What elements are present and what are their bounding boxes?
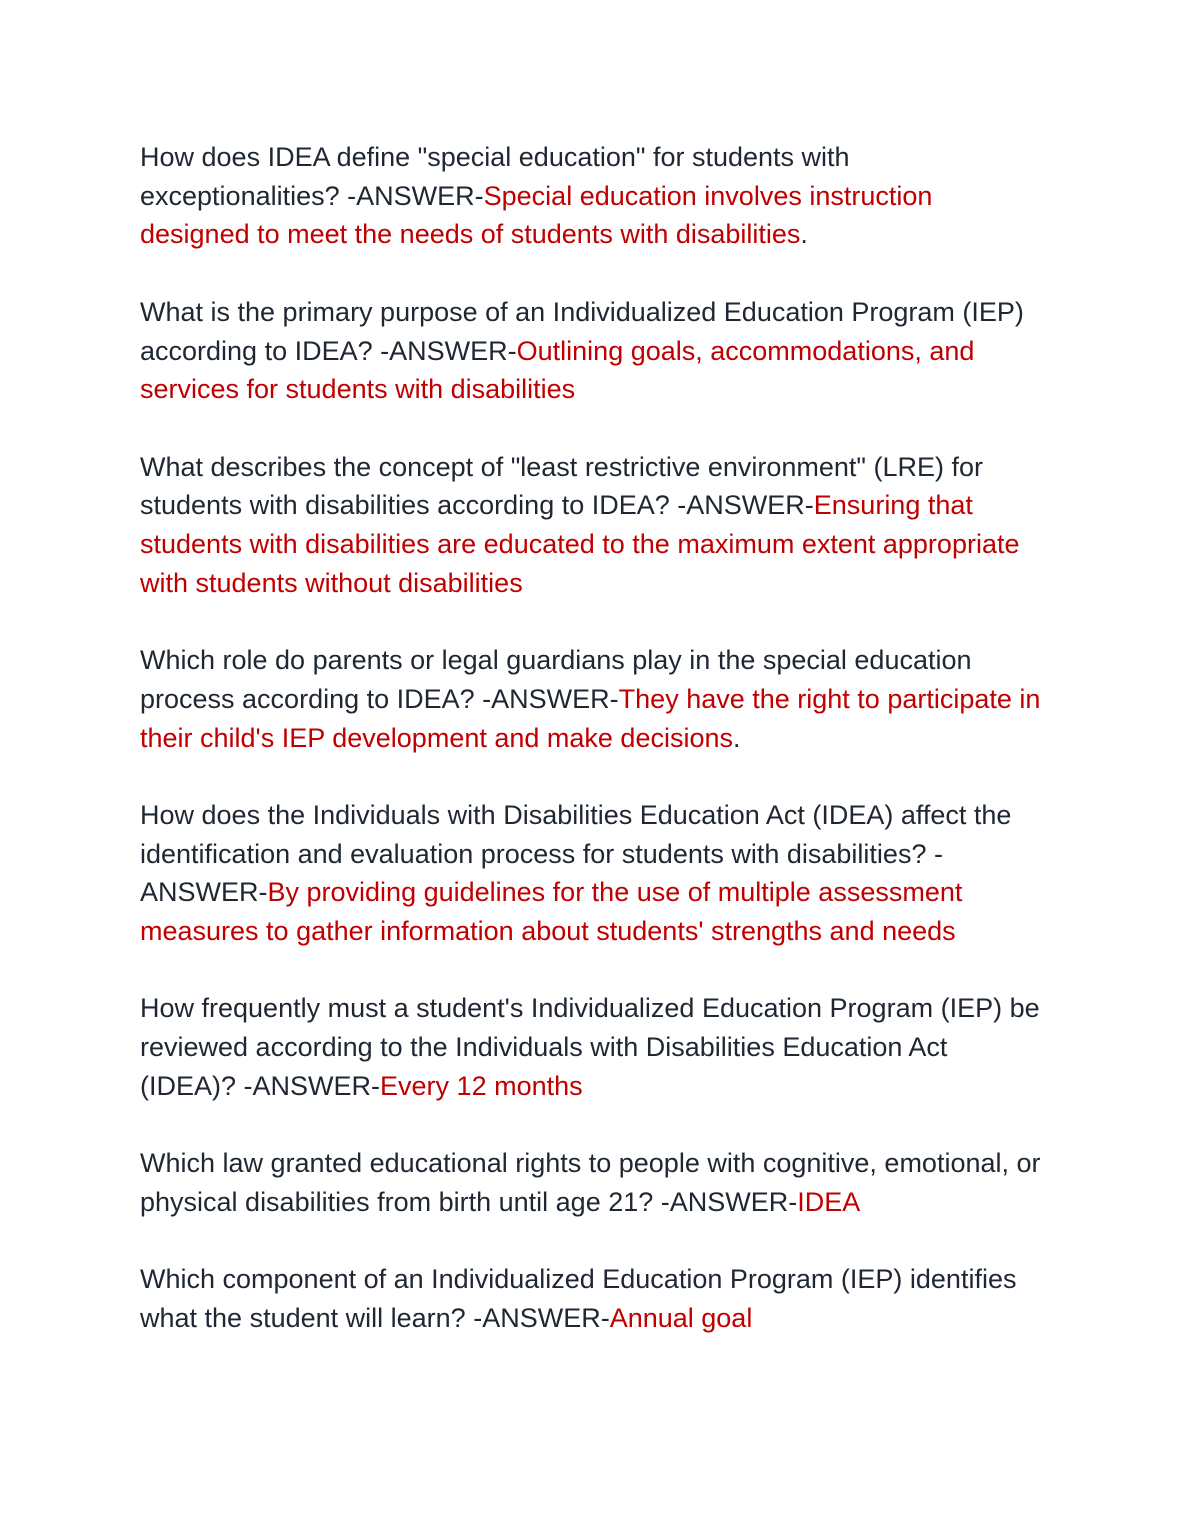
answer-text: They have the right to participate in their child's IEP development and make decisions <box>140 683 1041 753</box>
question-text: Which component of an Individualized Education Program (IEP) identifies what the student will learn? <box>140 1264 1017 1333</box>
qa-item-6 <box>140 989 1045 1105</box>
question-text: How does the Individuals with Disabilities Education Act (IDEA) affect the identification and evaluation process for students with disabilities? <box>140 799 1012 869</box>
trailing-punctuation: . <box>733 722 741 753</box>
answer-text: Outlining goals, accommodations, and services for students with disabilities <box>140 335 975 405</box>
answer-marker: -ANSWER- <box>243 1070 381 1101</box>
qa-item-5 <box>140 796 1045 951</box>
answer-marker: -ANSWER- <box>380 335 517 366</box>
qa-item-7 <box>140 1144 1045 1221</box>
question-text: Which role do parents or legal guardians play in the special education process according to IDEA? <box>140 645 972 714</box>
qa-item-8 <box>140 1260 1045 1337</box>
answer-marker: -ANSWER- <box>140 838 943 908</box>
qa-item-4 <box>140 641 1045 757</box>
answer-text: IDEA <box>797 1186 861 1217</box>
answer-marker: -ANSWER- <box>677 490 814 521</box>
question-text: How does IDEA define "special education" for students with exceptionalities? <box>140 142 850 211</box>
answer-marker: -ANSWER- <box>347 180 484 211</box>
qa-item-3 <box>140 448 1045 603</box>
qa-item-2 <box>140 293 1045 409</box>
question-text: How frequently must a student's Individualized Education Program (IEP) be reviewed according to the Individuals with Disabilities Education Act (IDEA)? <box>140 993 1040 1101</box>
question-text: What is the primary purpose of an Individualized Education Program (IEP) according to IDEA? <box>140 296 1024 366</box>
answer-text: Annual goal <box>609 1302 753 1333</box>
answer-marker: -ANSWER- <box>473 1302 610 1333</box>
question-text: What describes the concept of "least restrictive environment" (LRE) for students with disabilities according to IDEA? <box>140 451 984 521</box>
answer-text: Ensuring that students with disabilities are educated to the maximum extent appropriate with students without disabilities <box>140 490 1020 598</box>
document-page <box>140 138 1045 1376</box>
answer-text: By providing guidelines for the use of multiple assessment measures to gather information about students' strengths and needs <box>140 877 963 946</box>
trailing-punctuation: . <box>800 219 808 250</box>
question-text: Which law granted educational rights to people with cognitive, emotional, or physical disabilities from birth until age 21? <box>140 1148 1041 1217</box>
answer-text: Special education involves instruction designed to meet the needs of students with disabilities <box>140 180 933 250</box>
qa-item-1 <box>140 138 1045 254</box>
answer-marker: -ANSWER- <box>660 1186 798 1217</box>
answer-text: Every 12 months <box>380 1070 583 1101</box>
answer-marker: -ANSWER- <box>482 683 619 714</box>
